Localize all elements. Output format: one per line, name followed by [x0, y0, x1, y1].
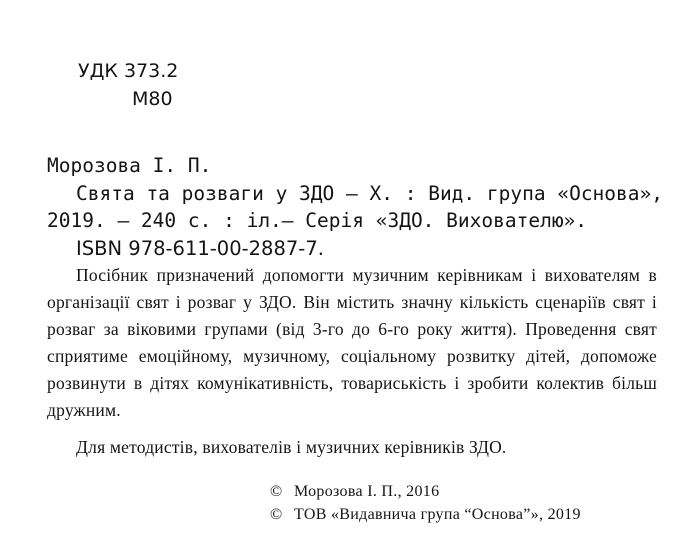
annotation-text: Посібник призначений допомогти музичним керівникам і вихователям в організації свят і розваг у ЗДО. Він містить значну кількість сценаріїв свят і розваг за віковими групами (від 3-го до 6-го року життя). Проведення свят сприятиме емоційному, музичному, соціальному розвитку дітей, допоможе розвинути в дітях комунікативність, товариськість і зробити колектив більш дружним. [47, 265, 657, 420]
author-name: Морозова І. П. [47, 154, 212, 177]
author-mark: М80 [132, 88, 173, 110]
annotation-paragraph [47, 262, 657, 424]
isbn: ISBN 978-611-00-2887-7. [76, 237, 324, 260]
copyright-icon: © [270, 483, 283, 500]
audience-note: Для методистів, вихователів і музичних керівників ЗДО. [76, 437, 507, 457]
title-line-2: 2019. — 240 с. : іл.— Серія «ЗДО. Вихователю». [47, 209, 588, 232]
copyright-author [270, 484, 439, 500]
title-line-1: Свята та розваги у ЗДО — Х. : Вид. група «Основа», [76, 182, 663, 205]
copyright-icon: © [270, 506, 283, 523]
udk-code: УДК 373.2 [78, 60, 179, 82]
copyright-publisher [270, 507, 581, 523]
copyright-author-text: Морозова І. П., 2016 [294, 483, 440, 500]
copyright-publisher-text: ТОВ «Видавнича група “Основа”», 2019 [294, 506, 581, 523]
